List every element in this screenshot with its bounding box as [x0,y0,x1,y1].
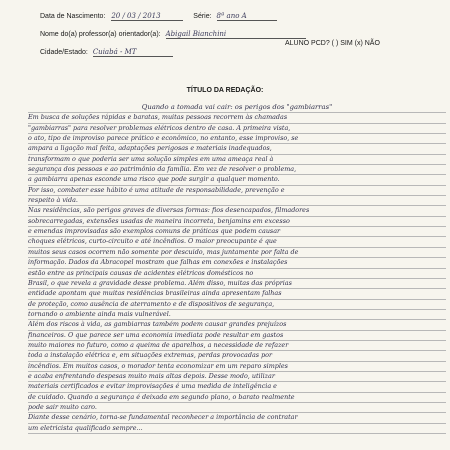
series-value: 8ª ano A [217,12,277,21]
city-row [40,48,173,57]
birth-date-label: Data de Nascimento: [40,13,106,20]
essay-line: informação. Dados da Abracopel mostram que falhas em conexões e instalações [28,258,446,268]
essay-line: Além dos riscos à vida, as gambiarras também podem causar grandes prejuízos [28,320,446,330]
teacher-value: Abigail Bianchini [166,30,306,39]
series-label: Série: [193,13,212,20]
essay-line: a gambiarra apenas esconde uma risco que pode surgir a qualquer momento. [28,175,446,185]
essay-line: o ato, tipo de improviso parece prático e econômico, no entanto, esse improviso, se [28,134,446,144]
essay-line: e acaba enfrentando despesas muito mais altas depois. Desse modo, utilizar [28,372,446,382]
essay-line: Brasil, o que revela a gravidade desse problema. Além disso, muitas das próprias [28,279,446,289]
essay-heading: TÍTULO DA REDAÇÃO: [186,87,264,94]
essay-line: respeito à vida. [28,196,446,206]
essay-line: segurança dos pessoas e ao patrimônio da família. Em vez de resolver o problema, [28,165,446,175]
essay-line: entidade apontam que muitas residências brasileiras ainda apresentam falhas [28,289,446,299]
teacher-row [40,30,306,39]
essay-title: Quando a tomada vai cair: os perigos dos "gambiarras" [28,103,446,113]
essay-line: transformam o que poderia ser uma solução simples em uma ameaça real à [28,155,446,165]
essay-line: pode sair muito caro. [28,403,446,413]
city-value: Cuiabá - MT [93,48,173,57]
essay-line: muito maiores no futuro, como a queima de aparelhos, a necessidade de refazer [28,341,446,351]
essay-line: muitos seus casos ocorrem não somente por descuido, mas juntamente por falta de [28,248,446,258]
essay-line: Por isso, combater esse hábito é uma atitude de responsabilidade, prevenção e [28,186,446,196]
birth-date-row [40,12,277,21]
essay-line: materiais certificados e evitar improvisações é uma medida de inteligência e [28,382,446,392]
essay-line: financeiros. O que parece ser uma economia imediata pode resultar em gastos [28,331,446,341]
essay-line: e emendas improvisadas são exemplos comuns de práticas que podem causar [28,227,446,237]
essay-line: toda a instalação elétrica e, em situações extremas, perdas provocadas por [28,351,446,361]
essay-line: choques elétricos, curto-circuito e até incêndios. O maior preocupante é que [28,237,446,247]
birth-date-value: 20 / 03 / 2013 [111,12,183,21]
essay-line: sobrecarregadas, extensões usadas de maneira incorreta, benjamins em excesso [28,217,446,227]
essay-lines [28,113,446,434]
essay-line: tornando o ambiente ainda mais vulnerável. [28,310,446,320]
essay-line: de proteção, como ausência de aterramento e de dispositivos de segurança, [28,300,446,310]
teacher-label: Nome do(a) professor(a) orientador(a): [40,31,161,38]
essay-line: estão entre as principais causas de acidentes elétricos domésticos no [28,269,446,279]
essay-body [28,103,446,434]
essay-line: "gambiarras" para resolver problemas elétricos dentro de casa. A primeira vista, [28,124,446,134]
pcd-field [285,40,380,47]
essay-line: de cuidado. Quando a segurança é deixada em segundo plano, o barato realmente [28,393,446,403]
essay-line: ampara a ligação mal feita, adaptações perigosas e materiais inadequados, [28,144,446,154]
essay-line: Nas residências, são perigos graves de diversas formas: fios desencapados, filmadores [28,206,446,216]
pcd-label: ALUNO PCD? ( ) SIM (x) NÃO [285,40,380,47]
essay-line: incêndios. Em muitos casos, o morador tenta economizar em um reparo simples [28,362,446,372]
city-label: Cidade/Estado: [40,49,88,56]
essay-line: Diante desse cenário, torna-se fundamental reconhecer a importância de contratar [28,413,446,423]
essay-line: Em busca de soluções rápidas e baratas, muitas pessoas recorrem às chamadas [28,113,446,123]
essay-line: um eletricista qualificado sempre... [28,424,446,434]
